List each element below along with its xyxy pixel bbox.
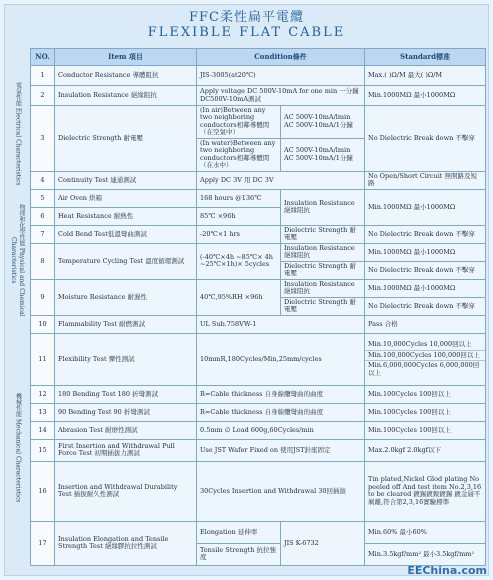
table-row — [31, 439, 486, 461]
test-cell: Insulation Resistance 絕緣阻抗 — [281, 243, 365, 261]
condition-cell: R=Cable thickness 自身線纜彎曲的曲度 — [197, 385, 365, 403]
item-cell: Dielectric Strength 耐電壓 — [55, 106, 197, 172]
title-english: FLEXIBLE FLAT CABLE — [147, 25, 346, 40]
item-cell: 90 Bending Test 90 折彎測試 — [55, 403, 197, 421]
condition-cell: 168 hours @136℃ — [197, 189, 281, 207]
test-cell: Dielectric Strength 耐電壓 — [281, 297, 365, 315]
standard-cell: Min.1000MΩ 最小1000MΩ — [365, 86, 486, 106]
condition-cell: 85℃ ×96h — [197, 207, 281, 225]
row-number: 7 — [31, 225, 55, 243]
item-cell: Flexibility Test 彈性測試 — [55, 333, 197, 385]
standard-cell: Pass 合格 — [365, 315, 486, 333]
item-cell: Moisture Resistance 耐濕性 — [55, 279, 197, 315]
row-number: 3 — [31, 106, 55, 172]
item-cell: Continuity Test 連通測試 — [55, 171, 197, 189]
standard-cell: Max.( )Ω/M 最大( )Ω/M — [365, 66, 486, 86]
test-cell: Dielectric Strength 耐電壓 — [281, 225, 365, 243]
standard-cell: Min.1000MΩ 最小1000MΩ — [365, 243, 486, 261]
row-number: 17 — [31, 521, 55, 565]
standard-cell: Min.1000MΩ 最小1000MΩ — [365, 279, 486, 297]
table-row — [31, 106, 486, 139]
sub-item-cell: Elongation 延伸率 — [197, 521, 281, 543]
row-number: 8 — [31, 243, 55, 279]
test-cell: Insulation Resistance 絕緣阻抗 — [281, 279, 365, 297]
table-row — [31, 385, 486, 403]
item-cell: Conductor Resistance 導體阻抗 — [55, 66, 197, 86]
condition-cell: AC 500V-10mA/lmin AC 500V-10mA/1分鐘 — [281, 138, 365, 171]
standard-line: Min.6,000,000Cycles 6,000,000回以上 — [365, 360, 485, 378]
row-number: 10 — [31, 315, 55, 333]
category-mechanical: 機械性能 Mechanical Characteristics — [14, 392, 22, 503]
row-number: 1 — [31, 66, 55, 86]
row-number: 16 — [31, 461, 55, 521]
condition-cell: Apply DC 3V 用 DC 3V — [197, 171, 365, 189]
condition-cell: JIS K-6732 — [281, 521, 365, 565]
standard-cell: Min.100Cycles 100回以上 — [365, 421, 486, 439]
standard-line: Min.10,000Cycles 10,000回以上 — [368, 340, 472, 349]
item-cell: First Insertion and Withdrawal Pull Force Test 初期插拔力測試 — [55, 439, 197, 461]
test-cell: Insulation Resistance 絕緣阻抗 — [281, 189, 365, 225]
standard-cell: No Dielectric Break down 不擊穿 — [365, 225, 486, 243]
condition-cell: UL Sub.758VW-1 — [197, 315, 365, 333]
condition-cell: -20℃×1 hrs — [197, 225, 281, 243]
row-number: 4 — [31, 171, 55, 189]
item-cell: Insulation Elongation and Tensile Strength Test 絕緣膠抗拉性測試 — [55, 521, 197, 565]
table-row — [31, 66, 486, 86]
header-no: NO. — [31, 49, 55, 66]
category-electrical: 電氣性能 Electrical Characteristics — [14, 82, 22, 186]
title-chinese: FFC柔性扁平電纜 — [189, 10, 304, 25]
standard-cell: No Dielectric Break down 不擊穿 — [365, 297, 486, 315]
table-row — [31, 403, 486, 421]
standard-cell: No Dielectric Break down 不擊穿 — [365, 106, 486, 172]
row-number: 11 — [31, 333, 55, 385]
standard-cell: Max.2.0kgf 2.0kgf以下 — [365, 439, 486, 461]
item-cell: Abrasion Test 耐磨性測試 — [55, 421, 197, 439]
sub-item-cell: Tensile Strength 抗拉強度 — [197, 543, 281, 565]
condition-cell: AC 500V-10mA/lmin AC 500V-10mA/1分鐘 — [281, 106, 365, 139]
category-physical: 物理和化學性能 Physical and Chemical Characteristics — [10, 203, 25, 317]
row-number: 12 — [31, 385, 55, 403]
header-item: Item 項目 — [55, 49, 197, 66]
item-cell: Heat Resistance 耐熱性 — [55, 207, 197, 225]
table-row — [31, 333, 486, 385]
table-row — [31, 171, 486, 189]
standard-cell: Min.100Cycles 100回以上 — [365, 385, 486, 403]
standard-cell: Min.1000MΩ 最小1000MΩ — [365, 189, 486, 225]
row-number: 2 — [31, 86, 55, 106]
condition-cell: (In air)Between any two neighboring conductors相鄰導體間（在空氣中） — [197, 106, 281, 139]
row-number: 5 — [31, 189, 55, 207]
row-number: 6 — [31, 207, 55, 225]
condition-cell: 10mmR,180Cycles/Min,25mm/cycles — [197, 333, 365, 385]
table-row — [31, 315, 486, 333]
standard-line: Min.100,000Cycles 100,000回以上 — [365, 350, 485, 360]
test-cell: Dielectric Strength 耐電壓 — [281, 261, 365, 279]
table-row — [31, 461, 486, 521]
header-condition: Condition條件 — [197, 49, 365, 66]
item-cell: Insulation Resistance 絕緣阻抗 — [55, 86, 197, 106]
table-row — [31, 86, 486, 106]
item-cell: Air Oven 烘箱 — [55, 189, 197, 207]
condition-cell: Use JST Wafer Fixed on 使用JST針座固定 — [197, 439, 365, 461]
table-row — [31, 243, 486, 261]
spec-table — [30, 48, 486, 566]
standard-cell — [365, 333, 486, 385]
item-cell: Insertion and Withdrawal Durability Test 插拔耐久性測試 — [55, 461, 197, 521]
standard-cell: No Open/Short Circuit 無開路及短路 — [365, 171, 486, 189]
table-row — [31, 279, 486, 297]
table-row — [31, 521, 486, 543]
standard-cell: Tin plated,Nickel Glod plating No peeled off And test item No.2,3,16 to be cleared 鍍錫鍍鎳鍍錫 鍍金層不剝離,符合第2,3,16實驗標準 — [365, 461, 486, 521]
row-number: 13 — [31, 403, 55, 421]
table-row — [31, 225, 486, 243]
table-row — [31, 421, 486, 439]
item-cell: Cold Bend Test低溫彎曲測試 — [55, 225, 197, 243]
condition-cell: 40℃,95%RH ×96h — [197, 279, 281, 315]
condition-cell: 30Cycles Insertion and Withdrawal 30回插拔 — [197, 461, 365, 521]
item-cell: Flammability Test 耐燃測試 — [55, 315, 197, 333]
condition-cell: Apply voltage DC 500V-10mA for one min 一分鐘DC500V-10mA測試 — [197, 86, 365, 106]
standard-cell: Min.60% 最小60% — [365, 521, 486, 543]
item-cell: Temperature Cycling Test 溫度循環測試 — [55, 243, 197, 279]
standard-cell: Min.100Cycles 100回以上 — [365, 403, 486, 421]
table-row — [31, 189, 486, 207]
standard-cell: No Dielectric Break down 不擊穿 — [365, 261, 486, 279]
condition-cell: R=Cable thickness 自身線纜彎曲的曲度 — [197, 403, 365, 421]
item-cell: 180 Bending Test 180 折彎測試 — [55, 385, 197, 403]
watermark-text: EEChina.com — [407, 564, 487, 577]
row-number: 15 — [31, 439, 55, 461]
header-standard: Standard標准 — [365, 49, 486, 66]
standard-cell: Min.3.5kgf/mm² 最小3.5kgf/mm² — [365, 543, 486, 565]
condition-cell: 0.5mm ∅ Load 600g,60Cycles/min — [197, 421, 365, 439]
row-number: 14 — [31, 421, 55, 439]
row-number: 9 — [31, 279, 55, 315]
condition-cell: JIS-3005(at20℃) — [197, 66, 365, 86]
condition-cell: (-40℃×4h ~85℃× 4h ~25℃×1h)× 5cycles — [197, 243, 281, 279]
condition-cell: (In water)Between any two neighboring conductors相鄰導體間（在水中） — [197, 138, 281, 171]
